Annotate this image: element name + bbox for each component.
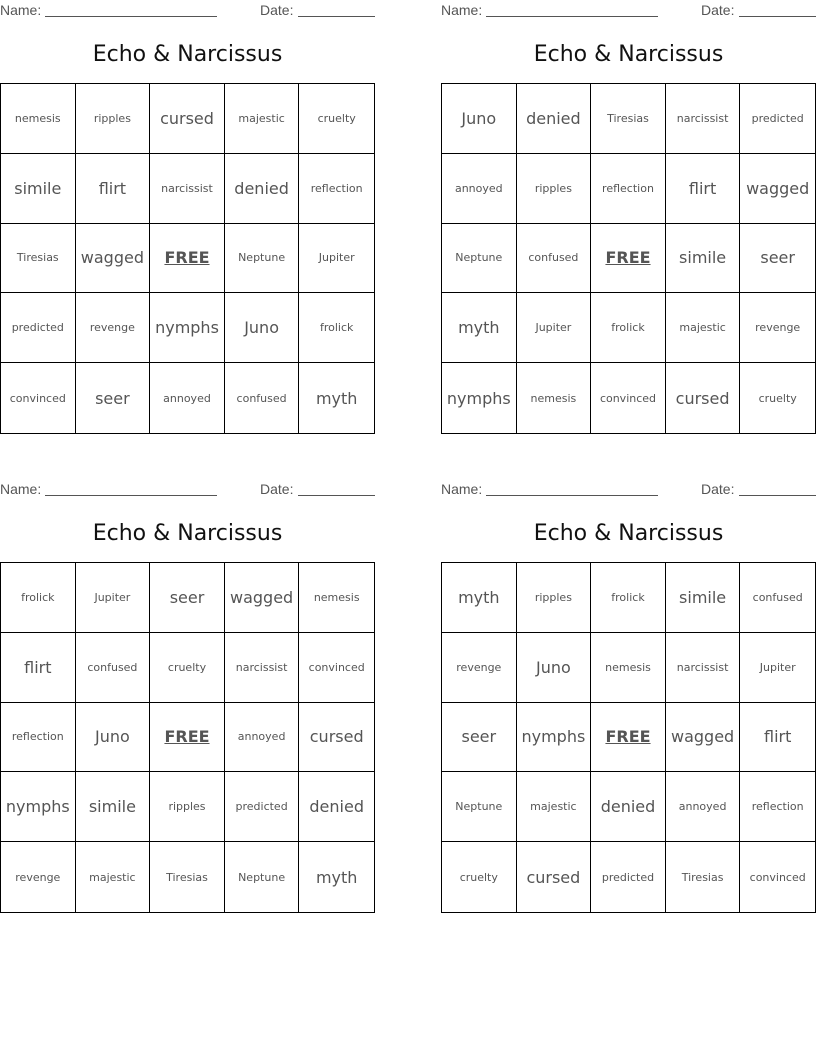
bingo-cell: Juno (517, 633, 592, 703)
bingo-cell: ripples (76, 84, 151, 154)
bingo-cell: Neptune (442, 772, 517, 842)
bingo-cell: reflection (1, 703, 76, 773)
bingo-cell: ripples (517, 563, 592, 633)
bingo-cell: Neptune (225, 224, 300, 294)
bingo-cell: cruelty (758, 391, 797, 405)
bingo-cell: revenge (442, 633, 517, 703)
bingo-cell: Tiresias (150, 842, 225, 912)
bingo-cell: narcissist (150, 154, 225, 224)
bingo-cell: Jupiter (740, 633, 815, 703)
bingo-cell: cursed (666, 363, 741, 433)
bingo-cell: Jupiter (517, 293, 592, 363)
bingo-cell: reflection (299, 154, 374, 224)
free-space-cell: FREE (591, 703, 666, 773)
bingo-cell: flirt (666, 154, 741, 224)
bingo-cell: narcissist (666, 84, 741, 154)
bingo-cell: frolick (591, 293, 666, 363)
date-blank-line (739, 495, 816, 496)
bingo-cell: myth (442, 293, 517, 363)
bingo-cell: annoyed (150, 363, 225, 433)
bingo-cell: ripples (517, 154, 592, 224)
bingo-cell: confused (517, 224, 592, 294)
bingo-cell: denied (225, 154, 300, 224)
bingo-cell: cruelty (442, 842, 517, 912)
bingo-cell: wagged (225, 563, 300, 633)
name-blank-line (486, 16, 658, 17)
bingo-card (441, 479, 816, 919)
date-blank-line (298, 495, 375, 496)
name-date-row (0, 2, 375, 20)
bingo-cell: denied (517, 84, 592, 154)
bingo-cell: Juno (76, 703, 151, 773)
bingo-cell: frolick (1, 563, 76, 633)
bingo-cell: flirt (1, 633, 76, 703)
bingo-cell: wagged (740, 154, 815, 224)
bingo-card (0, 0, 375, 440)
bingo-cell: simile (666, 563, 741, 633)
bingo-cell: nemesis (1, 84, 76, 154)
free-space-cell: FREE (591, 224, 666, 294)
bingo-grid (441, 83, 816, 434)
bingo-cell: seer (442, 703, 517, 773)
bingo-cell: Tiresias (666, 842, 741, 912)
name-blank-line (45, 16, 217, 17)
bingo-cell: annoyed (442, 154, 517, 224)
bingo-cell: frolick (591, 563, 666, 633)
bingo-cell: cursed (299, 703, 374, 773)
bingo-cell: convinced (299, 633, 374, 703)
bingo-cell: nymphs (1, 772, 76, 842)
bingo-cell: Neptune (225, 842, 300, 912)
bingo-cell: ripples (150, 772, 225, 842)
bingo-cell: cruelty (150, 633, 225, 703)
name-date-row (441, 481, 816, 499)
bingo-cell: revenge (76, 293, 151, 363)
bingo-cell: wagged (76, 224, 151, 294)
free-space-cell: FREE (150, 703, 225, 773)
bingo-cell: predicted (740, 84, 815, 154)
bingo-grid (0, 562, 375, 913)
name-label: Name: (441, 2, 483, 18)
date-label: Date: (701, 2, 735, 18)
bingo-cell: cruelty (299, 84, 374, 154)
date-label: Date: (260, 481, 294, 497)
bingo-cell: majestic (666, 293, 741, 363)
bingo-cell: nemesis (517, 363, 592, 433)
bingo-cell: Jupiter (299, 224, 374, 294)
name-label: Name: (0, 481, 42, 497)
bingo-cell: convinced (749, 870, 806, 884)
bingo-cell: confused (76, 633, 151, 703)
bingo-cell: nemesis (299, 563, 374, 633)
date-blank-line (739, 16, 816, 17)
bingo-cell: frolick (299, 293, 374, 363)
card-title: Echo & Narcissus (92, 42, 283, 67)
bingo-cell: convinced (591, 363, 666, 433)
bingo-cell: nymphs (150, 293, 225, 363)
bingo-cell: flirt (76, 154, 151, 224)
bingo-cell: majestic (225, 84, 300, 154)
name-label: Name: (441, 481, 483, 497)
date-label: Date: (701, 481, 735, 497)
name-date-row (0, 481, 375, 499)
name-blank-line (486, 495, 658, 496)
name-blank-line (45, 495, 217, 496)
bingo-cell: myth (442, 563, 517, 633)
bingo-cell: Neptune (442, 224, 517, 294)
bingo-cell: majestic (517, 772, 592, 842)
bingo-cell: seer (76, 363, 151, 433)
bingo-cell: Jupiter (76, 563, 151, 633)
bingo-cell: confused (740, 563, 815, 633)
bingo-cell: Juno (225, 293, 300, 363)
bingo-cell: reflection (591, 154, 666, 224)
bingo-cell: seer (740, 224, 815, 294)
bingo-cell: convinced (1, 363, 76, 433)
bingo-grid (441, 562, 816, 913)
bingo-cell: narcissist (666, 633, 741, 703)
bingo-grid (0, 83, 375, 434)
bingo-cell: denied (299, 772, 374, 842)
bingo-cell: flirt (740, 703, 815, 773)
bingo-cell: cursed (150, 84, 225, 154)
bingo-cell: Tiresias (591, 84, 666, 154)
bingo-cell: seer (150, 563, 225, 633)
bingo-cell: nymphs (517, 703, 592, 773)
card-title: Echo & Narcissus (92, 521, 283, 546)
card-title: Echo & Narcissus (533, 42, 724, 67)
bingo-cell: Juno (442, 84, 517, 154)
bingo-cell: narcissist (225, 633, 300, 703)
bingo-cell: majestic (76, 842, 151, 912)
bingo-cell: nemesis (591, 633, 666, 703)
bingo-cell: predicted (1, 293, 76, 363)
bingo-cell: predicted (591, 842, 666, 912)
date-blank-line (298, 16, 375, 17)
bingo-cell: reflection (740, 772, 815, 842)
bingo-cell: simile (666, 224, 741, 294)
bingo-cell: confused (225, 363, 300, 433)
bingo-card (441, 0, 816, 440)
bingo-cell: revenge (740, 293, 815, 363)
name-date-row (441, 2, 816, 20)
bingo-cell: Tiresias (1, 224, 76, 294)
bingo-cell: myth (315, 867, 358, 887)
bingo-cell: simile (1, 154, 76, 224)
bingo-cell: predicted (225, 772, 300, 842)
bingo-cell: simile (76, 772, 151, 842)
bingo-cell: myth (315, 388, 358, 408)
bingo-cell: denied (591, 772, 666, 842)
bingo-cell: nymphs (442, 363, 517, 433)
bingo-cell: revenge (1, 842, 76, 912)
bingo-cell: annoyed (666, 772, 741, 842)
bingo-cell: wagged (666, 703, 741, 773)
bingo-cell: cursed (517, 842, 592, 912)
card-title: Echo & Narcissus (533, 521, 724, 546)
bingo-card (0, 479, 375, 919)
free-space-cell: FREE (150, 224, 225, 294)
date-label: Date: (260, 2, 294, 18)
name-label: Name: (0, 2, 42, 18)
bingo-cell: annoyed (225, 703, 300, 773)
